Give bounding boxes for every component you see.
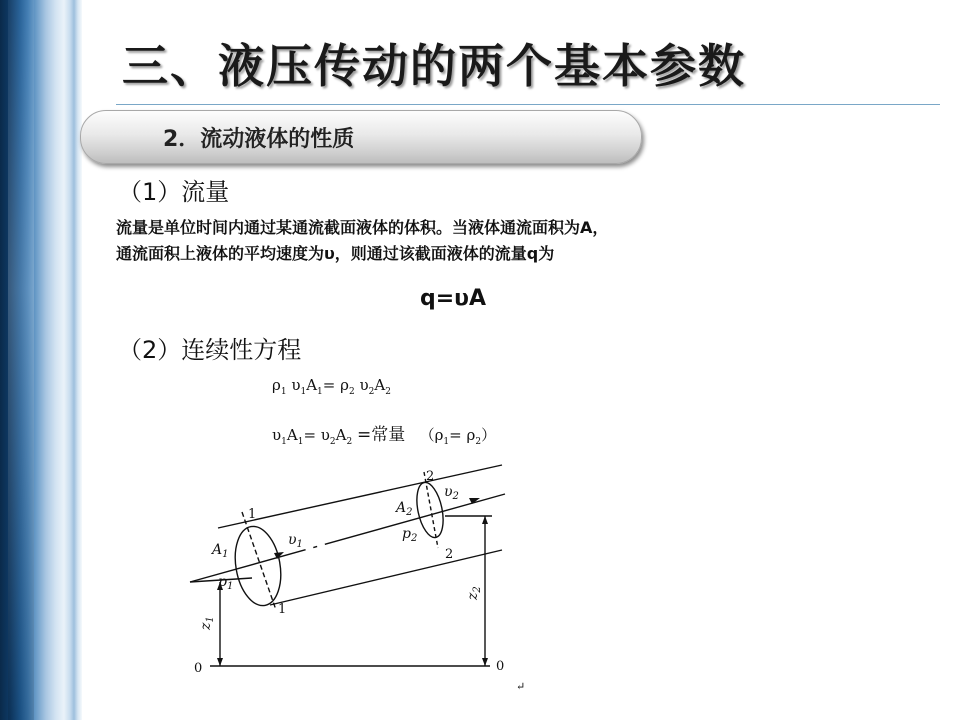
label-2-top: 2 <box>426 469 435 484</box>
flow-definition-paragraph <box>116 215 608 267</box>
label-p2: $p_2$ <box>402 526 418 544</box>
z1-arrow-bottom <box>217 658 223 666</box>
section-2-ellipse <box>412 480 447 540</box>
left-band-highlight <box>8 0 34 720</box>
label-A2: $A_2$ <box>396 500 413 518</box>
z2-arrow-bottom <box>482 658 488 666</box>
return-mark-icon: ↵ <box>516 680 526 693</box>
label-zero-left: 0 <box>194 661 203 676</box>
label-1-bottom: 1 <box>278 602 287 617</box>
title-divider <box>116 104 940 105</box>
label-2-bottom: 2 <box>445 547 454 562</box>
label-v1: $\upsilon_1$ <box>288 532 303 550</box>
stream-tube-diagram <box>180 460 540 700</box>
label-p1: $p_1$ <box>218 574 234 592</box>
z2-arrow-top <box>482 516 488 524</box>
label-v2: $\upsilon_2$ <box>444 484 459 502</box>
paragraph-line: 流量是单位时间内通过某通流截面液体的体积。当液体通流面积为A， <box>116 218 609 237</box>
label-z1: $z_1$ <box>198 616 216 630</box>
paragraph-line: 通流面积上液体的平均速度为υ，则通过该截面液体的流量q为 <box>116 244 555 263</box>
continuity-equation-volume: $\upsilon_1A_1= \upsilon_2A_2$ =常量 $(\rho_1= \rho_2)$ <box>272 425 497 447</box>
label-1-top: 1 <box>248 507 257 522</box>
slide-title: 三、液压传动的两个基本参数 <box>122 39 746 93</box>
flow-formula: q=υA <box>420 286 487 311</box>
section-1-ellipse <box>229 523 286 609</box>
label-A1: $A_1$ <box>212 542 229 560</box>
subsection-heading-flow: （1）流量 <box>118 178 230 206</box>
tube-top-edge <box>218 465 502 528</box>
streamline-centerline <box>190 494 505 582</box>
subsection-heading-continuity: （2）连续性方程 <box>118 336 302 364</box>
label-zero-right: 0 <box>496 659 505 674</box>
section-label: 2．流动液体的性质 <box>163 127 355 152</box>
continuity-equation-mass: $\rho_1$ $\upsilon_1A_1= \rho_2$ $\upsilon_2A_2$ <box>272 376 391 397</box>
section-banner <box>80 110 642 164</box>
label-z2: $z_2$ <box>465 586 483 600</box>
